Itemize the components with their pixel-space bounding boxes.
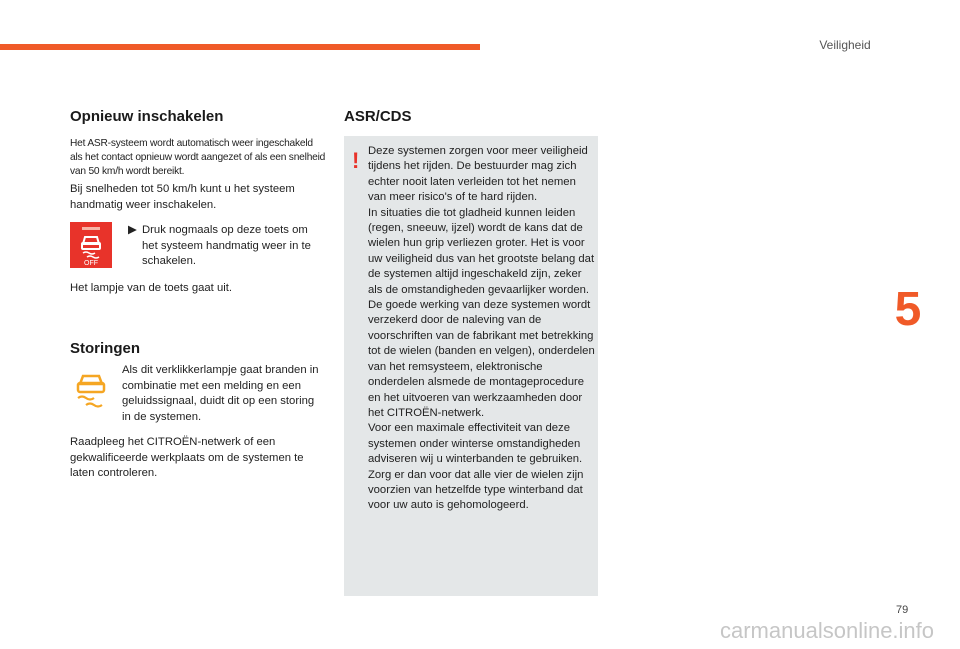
warning-exclamation-icon: ! [352,148,360,173]
heading-reactivate: Opnieuw inschakelen [70,108,224,125]
step-bullet-icon: ▶ [128,224,137,236]
step-item [128,223,324,270]
fault-text: Als dit verklikkerlampje gaat branden in combinatie met een melding en een geluidssignaal, duidt dit op een storing in de systemen. [122,364,319,423]
warning-paragraph: Zorg er dan voor dat alle vier de wielen zijn voorzien van hetzelfde type winterband dat voor uw auto is gehomologeerd. [368,468,584,512]
warning-paragraph: In situaties die tot gladheid kunnen leiden (regen, sneeuw, ijzel) wordt de kans dat de wielen hun grip verliezen groter. Het is voor uw veiligheid dus van het grootste belang dat de systemen altijd ingeschakeld zijn, zeker als de omstandigheden gevaarlijker worden. [368,206,595,296]
skid-warning-icon [70,370,112,410]
chapter-number: 5 [894,283,922,336]
warning-text [368,144,596,514]
page-number: 79 [896,604,909,616]
step-text: Druk nogmaals op deze toets om het systeem handmatig weer in te schakelen. [142,224,311,267]
intro-text: Bij snelheden tot 50 km/h kunt u het systeem handmatig weer inschakelen. [70,183,295,211]
heading-asr-cds: ASR/CDS [344,108,412,125]
watermark: carmanualsonline.info [720,618,935,643]
fault-advice: Raadpleeg het CITROËN-netwerk of een gekwalificeerde werkplaats om de systemen te laten controleren. [70,436,304,479]
asr-off-label: OFF [84,260,98,267]
heading-faults: Storingen [70,340,140,357]
section-label: Veiligheid [819,38,871,52]
warning-paragraph: Voor een maximale effectiviteit van deze systemen onder winterse omstandigheden adviseren wij u winterbanden te gebruiken. [368,422,583,466]
lamp-note: Het lampje van de toets gaat uit. [70,282,233,294]
asr-off-button-icon [70,222,112,268]
warning-paragraph: Deze systemen zorgen voor meer veiligheid tijdens het rijden. De bestuurder mag zich echter nooit laten verleiden tot het nemen van meer risico's of te hard rijden. [368,145,588,204]
warning-paragraph: De goede werking van deze systemen wordt verzekerd door de naleving van de voorschriften van de fabrikant met betrekking tot de wielen (banden en velgen), onderdelen van het remsysteem, elektronische onderdelen alsmede de montageprocedure en het uitvoeren van werkzaamheden door het CITROËN-netwerk. [368,299,595,419]
intro-small-text: Het ASR-systeem wordt automatisch weer ingeschakeld als het contact opnieuw wordt aangezet of als een snelheid van 50 km/h wordt bereikt. [70,138,326,177]
top-accent-bar [0,44,480,50]
